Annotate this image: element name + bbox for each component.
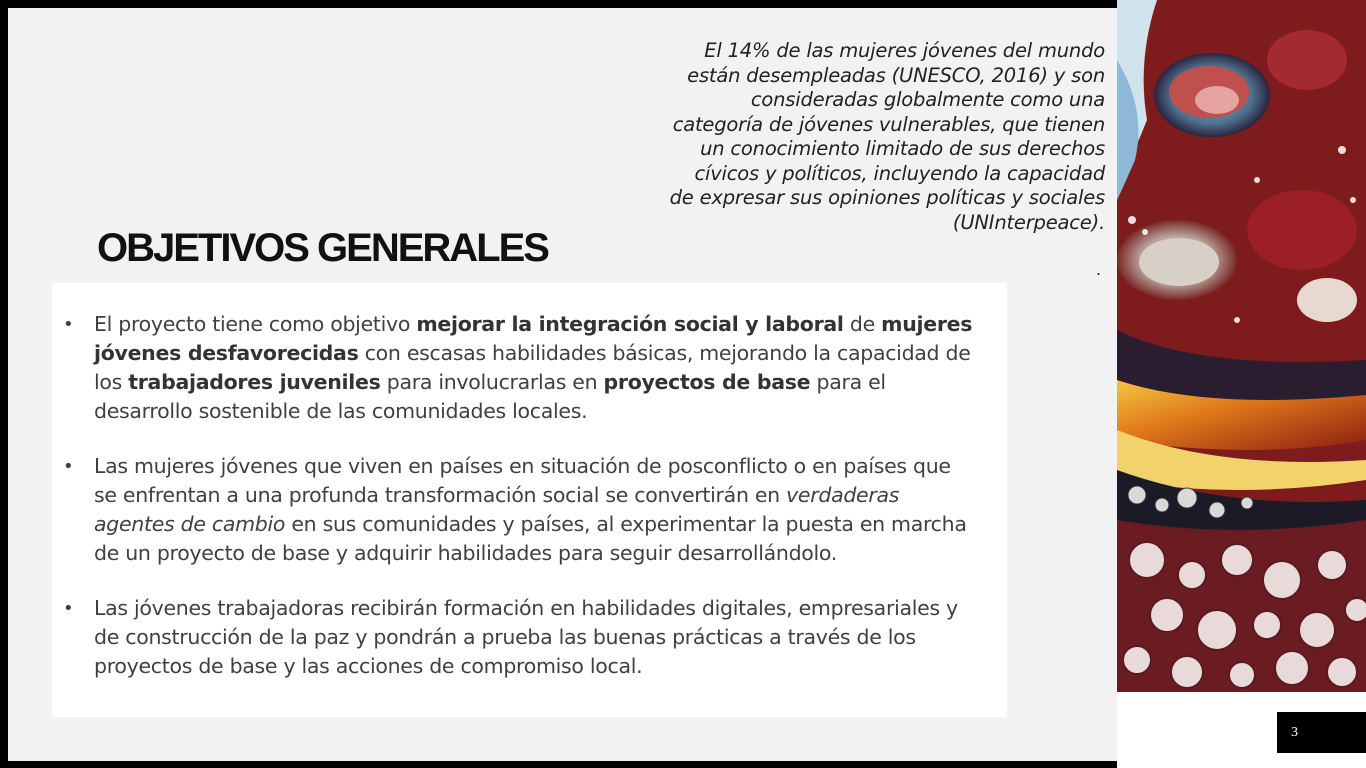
bullet-bold-text: trabajadores juveniles: [128, 370, 381, 394]
fluid-art-image: [1117, 0, 1366, 692]
bullet-bold-text: mejorar la integración social y laboral: [416, 312, 844, 336]
quote-line: de expresar sus opiniones políticas y sociales: [669, 186, 1105, 209]
bullet-text: Las jóvenes trabajadoras recibirán formación en habilidades digitales, empresariales y de construcción de la paz y pondrán a prueba las buenas prácticas a través de los proyectos de base y las acciones de compromiso local.: [94, 596, 958, 678]
bullet-marker: •: [63, 456, 74, 477]
bullet-text: Las mujeres jóvenes que viven en países en situación de posconflicto o en países que se enfrentan a una profunda transformación social se convertirán en: [94, 454, 951, 507]
page-number: 3: [1277, 712, 1366, 753]
bullet-text: para el desarrollo sostenible de las comunidades locales.: [94, 370, 886, 423]
quote-line: un conocimiento limitado de sus derechos: [700, 137, 1105, 160]
bullet-text: El proyecto tiene como objetivo: [94, 312, 417, 336]
quote-line: consideradas globalmente como una: [750, 88, 1105, 111]
quote-line: cívicos y políticos, incluyendo la capacidad: [694, 161, 1105, 185]
objectives-list: [63, 310, 979, 707]
quote-line: están desempleadas (UNESCO, 2016) y son: [687, 63, 1105, 87]
bullet-marker: •: [63, 314, 74, 335]
bullet-bold-text: proyectos de base: [603, 370, 811, 394]
bullet-italic-text: verdaderas agentes de cambio: [94, 483, 900, 536]
bullet-text: con escasas habilidades básicas, mejorando la capacidad de los: [94, 341, 971, 394]
abstract-art-graphic: [1117, 0, 1366, 692]
bullet-text: de: [843, 312, 882, 336]
quote-line: categoría de jóvenes vulnerables, que tienen: [672, 112, 1105, 136]
bullet-bold-text: mujeres jóvenes desfavorecidas: [94, 312, 973, 365]
bullet-text: en sus comunidades y países, al experimentar la puesta en marcha de un proyecto de base y adquirir habilidades para seguir desarrollándolo.: [94, 512, 967, 565]
list-item: [63, 310, 979, 426]
quote-text: [600, 39, 1105, 235]
slide-title: OBJETIVOS GENERALES: [97, 226, 548, 270]
quote-trailing-dot: .: [1096, 260, 1102, 279]
bullet-text: para involucrarlas en: [380, 370, 604, 394]
quote-line: El 14% de las mujeres jóvenes del mundo: [704, 39, 1105, 62]
quote-line: (UNInterpeace).: [952, 210, 1105, 234]
list-item: [63, 594, 979, 681]
list-item: [63, 452, 979, 568]
bullet-marker: •: [63, 598, 74, 619]
